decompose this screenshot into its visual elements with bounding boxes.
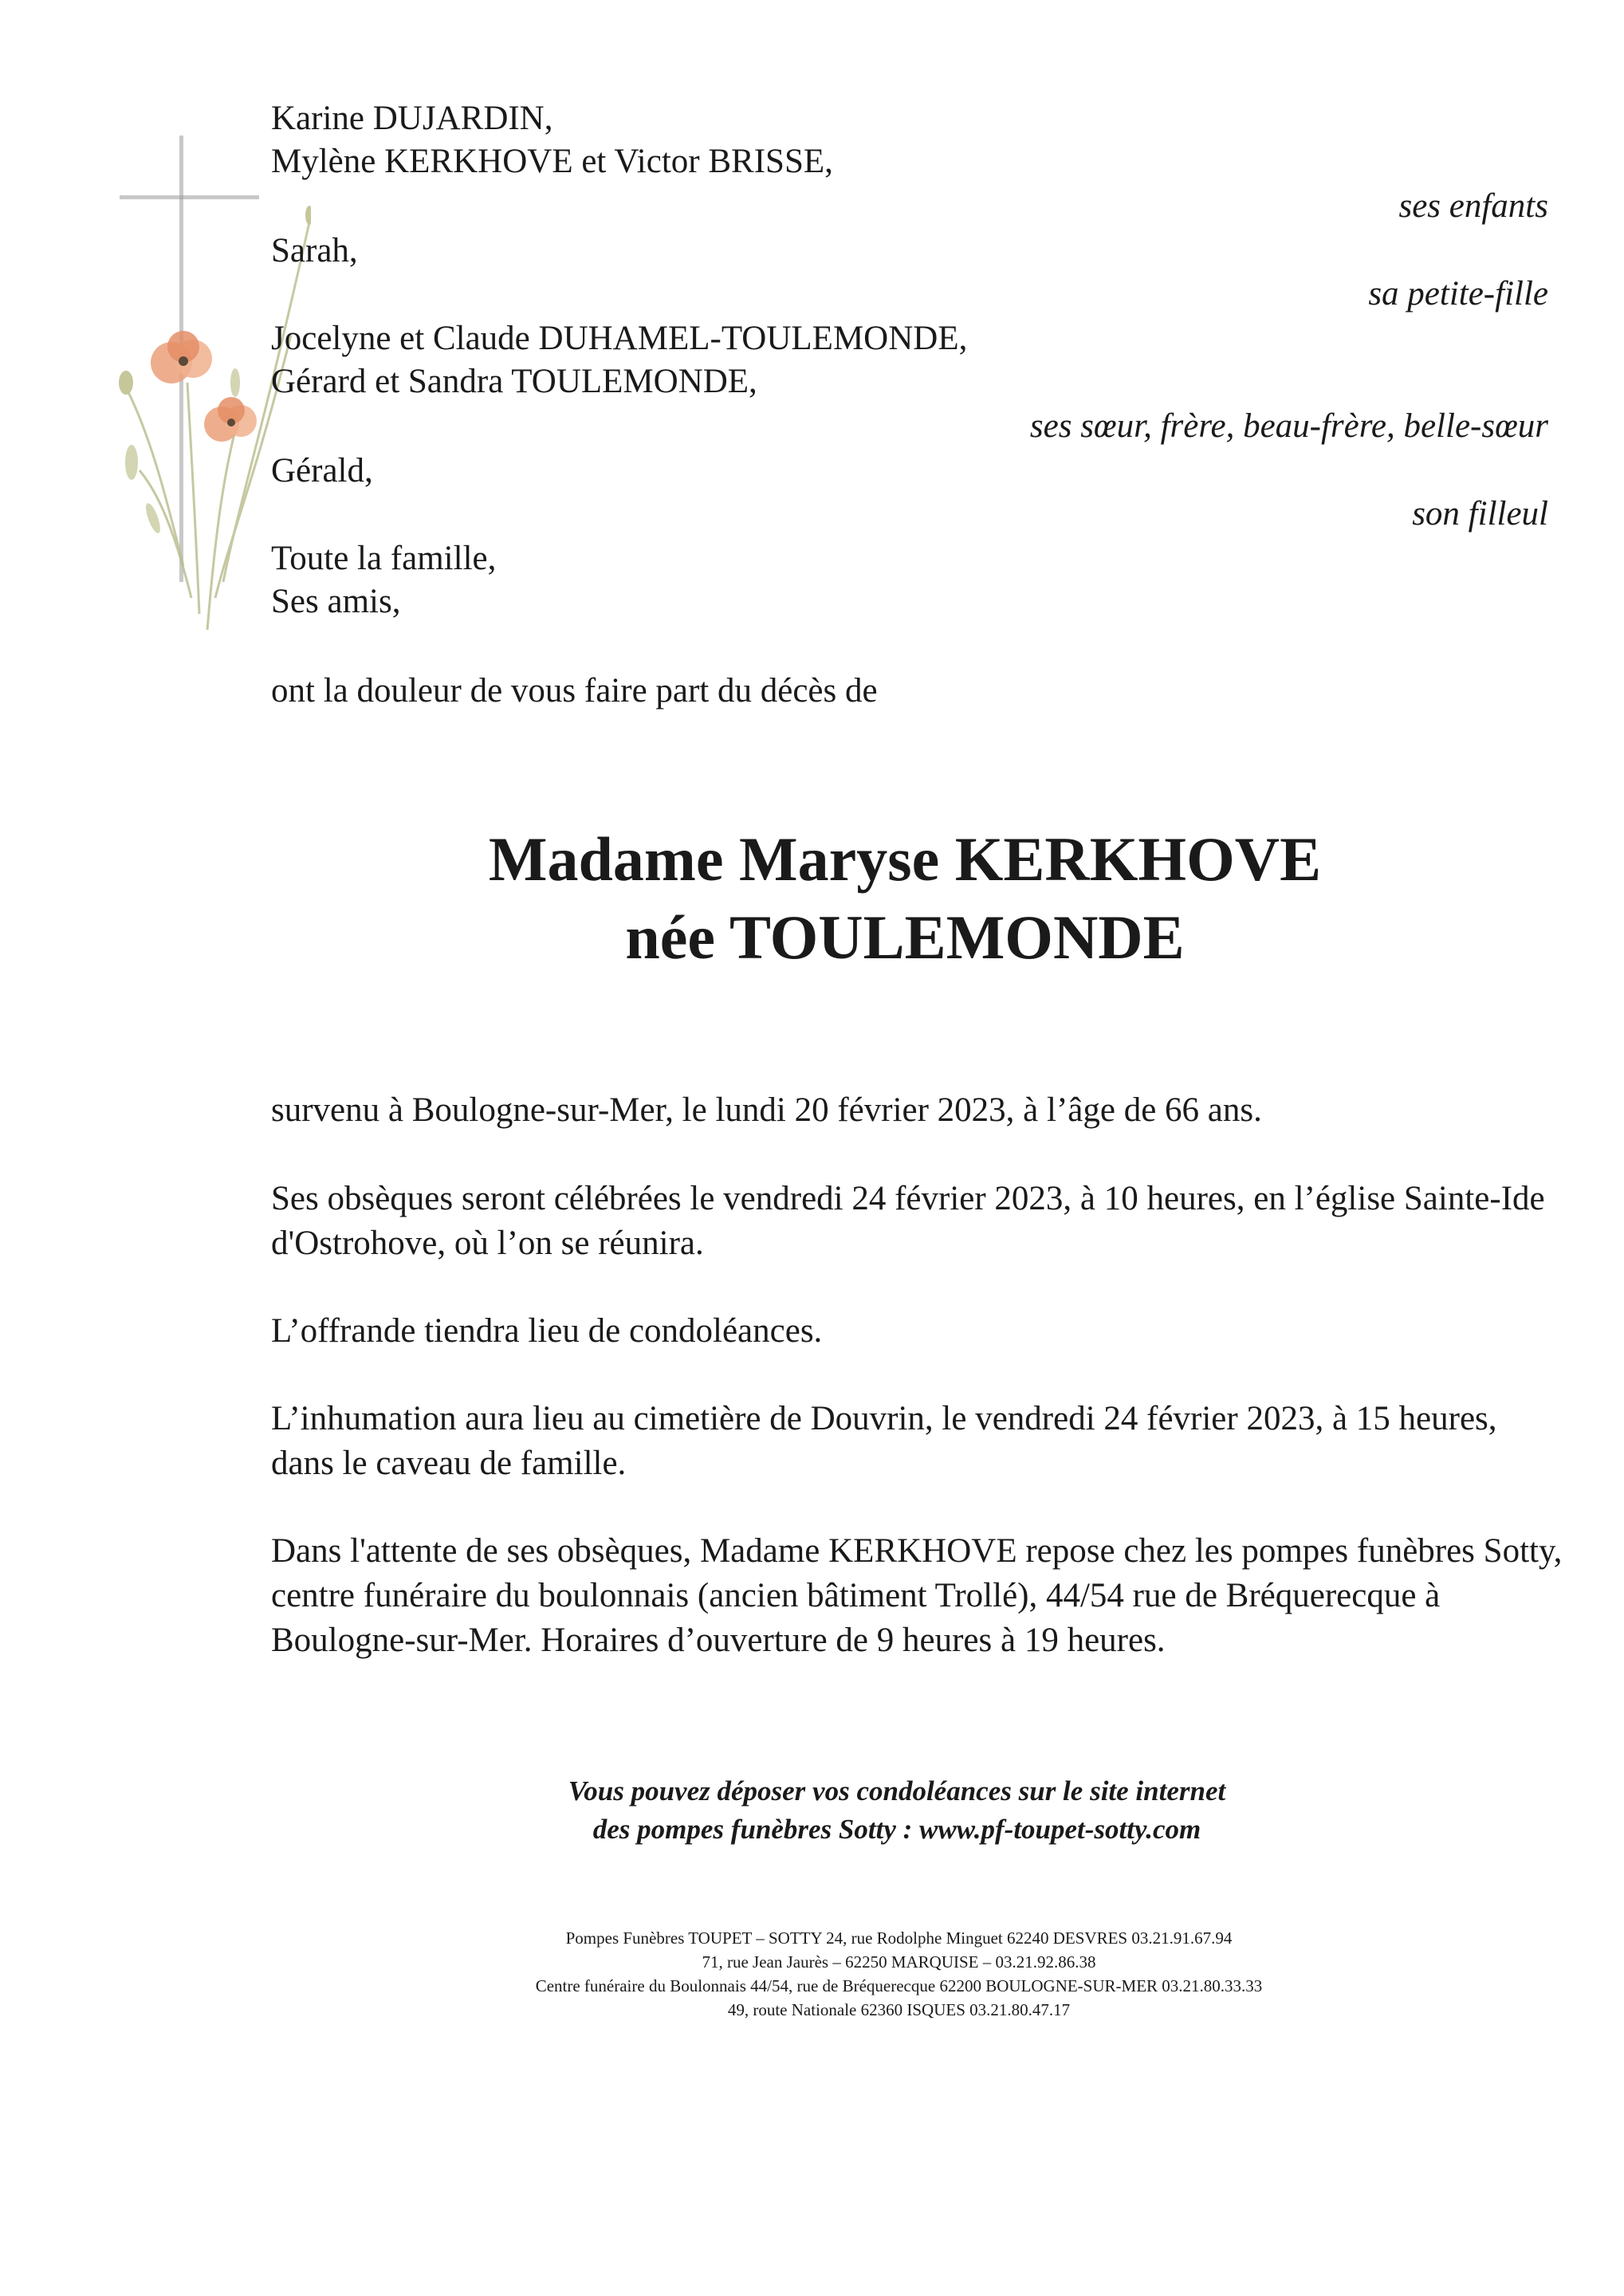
relationship-label: ses sœur, frère, beau-frère, belle-sœur <box>1029 407 1548 445</box>
announcement-text: ont la douleur de vous faire part du décès de <box>271 672 878 710</box>
family-line: Gérald, <box>271 452 373 489</box>
family-line: Jocelyne et Claude DUHAMEL-TOULEMONDE, <box>271 320 968 357</box>
offering-paragraph: L’offrande tiendra lieu de condoléances. <box>271 1312 823 1350</box>
family-line: Gérard et Sandra TOULEMONDE, <box>271 363 757 400</box>
relationship-label: son filleul <box>1412 495 1548 533</box>
family-line: Toute la famille, <box>271 540 497 577</box>
funeral-paragraph: Ses obsèques seront célébrées le vendredi 24 février 2023, à 10 heures, en l’église Sainte-Ide d'Ostrohove, où l’on se réunira. <box>271 1180 1545 1262</box>
poppy-flower-icon <box>151 331 212 383</box>
footer-address: 49, route Nationale 62360 ISQUES 03.21.80.47.17 <box>727 2000 1071 2019</box>
rest-paragraph: Dans l'attente de ses obsèques, Madame KERKHOVE repose chez les pompes funèbres Sotty, centre funéraire du boulonnais (ancien bâtiment Trollé), 44/54 rue de Bréquerecque à Boulogne-sur-Mer. Horaires d’ouverture de 9 heures à 19 heures. <box>271 1532 1563 1659</box>
family-line: Mylène KERKHOVE et Victor BRISSE, <box>271 143 833 180</box>
footer-address: Pompes Funèbres TOUPET – SOTTY 24, rue Rodolphe Minguet 62240 DESVRES 03.21.91.67.94 <box>565 1928 1233 1948</box>
poppy-flower-icon <box>204 397 257 442</box>
burial-paragraph: L’inhumation aura lieu au cimetière de Douvrin, le vendredi 24 février 2023, à 15 heures, dans le caveau de famille. <box>271 1400 1497 1482</box>
deceased-name: Madame Maryse KERKHOVE <box>488 824 1322 894</box>
relationship-label: ses enfants <box>1398 187 1548 225</box>
footer-address: Centre funéraire du Boulonnais 44/54, rue de Bréquerecque 62200 BOULOGNE-SUR-MER 03.21.80.33.33 <box>535 1976 1263 1995</box>
family-line: Sarah, <box>271 232 358 269</box>
condolences-website: des pompes funèbres Sotty : www.pf-toupet-sotty.com <box>592 1814 1201 1845</box>
footer-address: 71, rue Jean Jaurès – 62250 MARQUISE – 03.21.92.86.38 <box>702 1952 1096 1972</box>
deceased-maiden-name: née TOULEMONDE <box>625 902 1185 972</box>
family-line: Ses amis, <box>271 583 401 620</box>
family-line: Karine DUJARDIN, <box>271 100 553 137</box>
relationship-label: sa petite-fille <box>1368 275 1548 313</box>
condolences-line: Vous pouvez déposer vos condoléances sur le site internet <box>568 1775 1226 1807</box>
death-paragraph: survenu à Boulogne-sur-Mer, le lundi 20 février 2023, à l’âge de 66 ans. <box>271 1091 1262 1129</box>
